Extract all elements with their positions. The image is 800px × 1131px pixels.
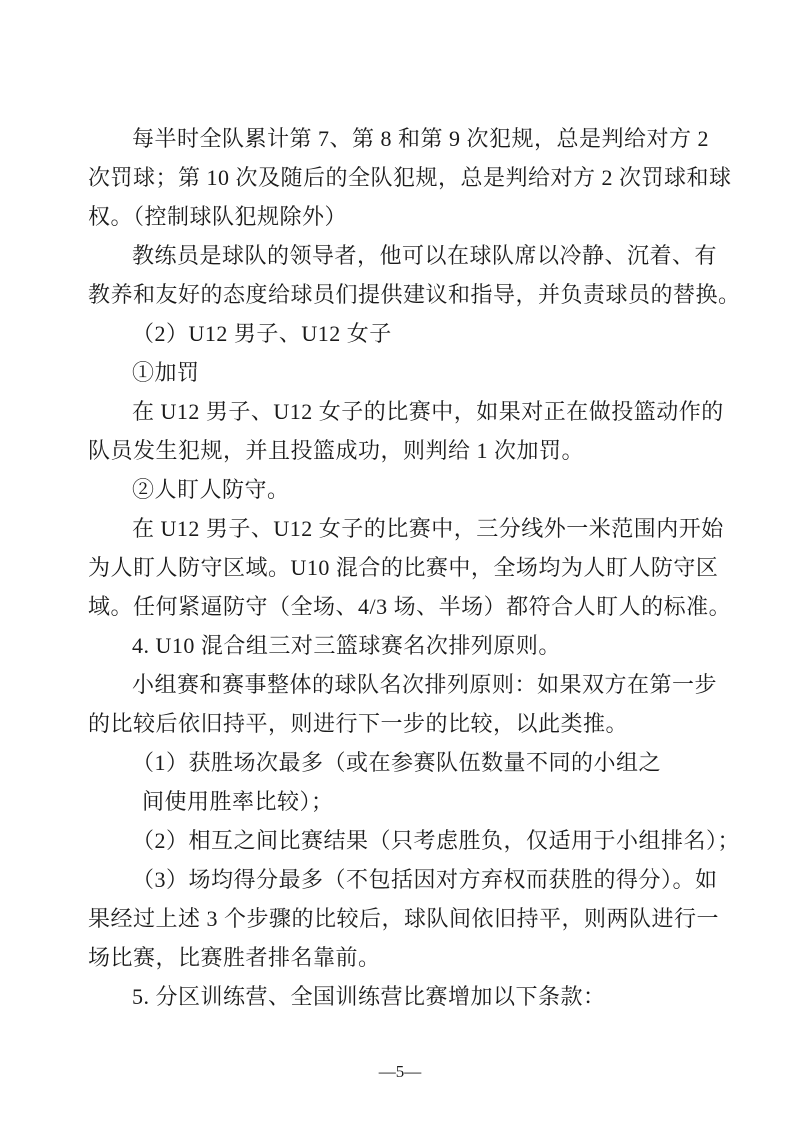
footer-page-number: —5— [378,1062,422,1081]
document-body [88,119,741,1016]
paragraph-line: 为人盯人防守区域。U10 混合的比赛中，全场均为人盯人防守区 [88,555,719,580]
paragraph-line: 果经过上述 3 个步骤的比较后，球队间依旧持平，则两队进行一 [88,906,720,931]
paragraph-line: 队员发生犯规，并且投篮成功，则判给 1 次加罚。 [88,438,585,463]
paragraph-line: 的比较后依旧持平，则进行下一步的比较，以此类推。 [88,711,629,736]
subsection-heading-u12: （2）U12 男子、U12 女子 [132,321,392,346]
section-4-heading: 4. U10 混合组三对三篮球赛名次排列原则。 [132,633,561,658]
list-item-1: （1）获胜场次最多（或在参赛队伍数量不同的小组之 [132,750,662,775]
list-item-2: （2）相互之间比赛结果（只考虑胜负，仅适用于小组排名）； [132,828,741,853]
paragraph-line: 教养和友好的态度给球员们提供建议和指导，并负责球员的替换。 [88,282,741,307]
paragraph-line: 在 U12 男子、U12 女子的比赛中，三分线外一米范围内开始 [132,516,724,541]
paragraph-line: 场比赛，比赛胜者排名靠前。 [88,945,381,970]
paragraph-line: 教练员是球队的领导者，他可以在球队席以冷静、沉着、有 [132,243,718,268]
paragraph-line: 权。（控制球队犯规除外） [88,204,348,229]
paragraph-line: 次罚球；第 10 次及随后的全队犯规，总是判给对方 2 次罚球和球 [88,165,732,190]
section-5-heading: 5. 分区训练营、全国训练营比赛增加以下条款： [132,984,606,1009]
item-1-heading-bonus: ①加罚 [132,360,200,385]
list-item-3: （3）场均得分最多（不包括因对方弃权而获胜的得分）。如 [132,867,718,892]
paragraph-line: 在 U12 男子、U12 女子的比赛中，如果对正在做投篮动作的 [132,399,724,424]
paragraph-line: 每半时全队累计第 7、第 8 和第 9 次犯规，总是判给对方 2 [132,126,710,151]
paragraph-line: 域。任何紧逼防守（全场、4/3 场、半场）都符合人盯人的标准。 [88,594,732,619]
list-item-1-continuation: 间使用胜率比较）； [142,789,334,814]
item-2-heading-defense: ②人盯人防守。 [132,477,290,502]
paragraph-line: 小组赛和赛事整体的球队名次排列原则：如果双方在第一步 [132,672,718,697]
